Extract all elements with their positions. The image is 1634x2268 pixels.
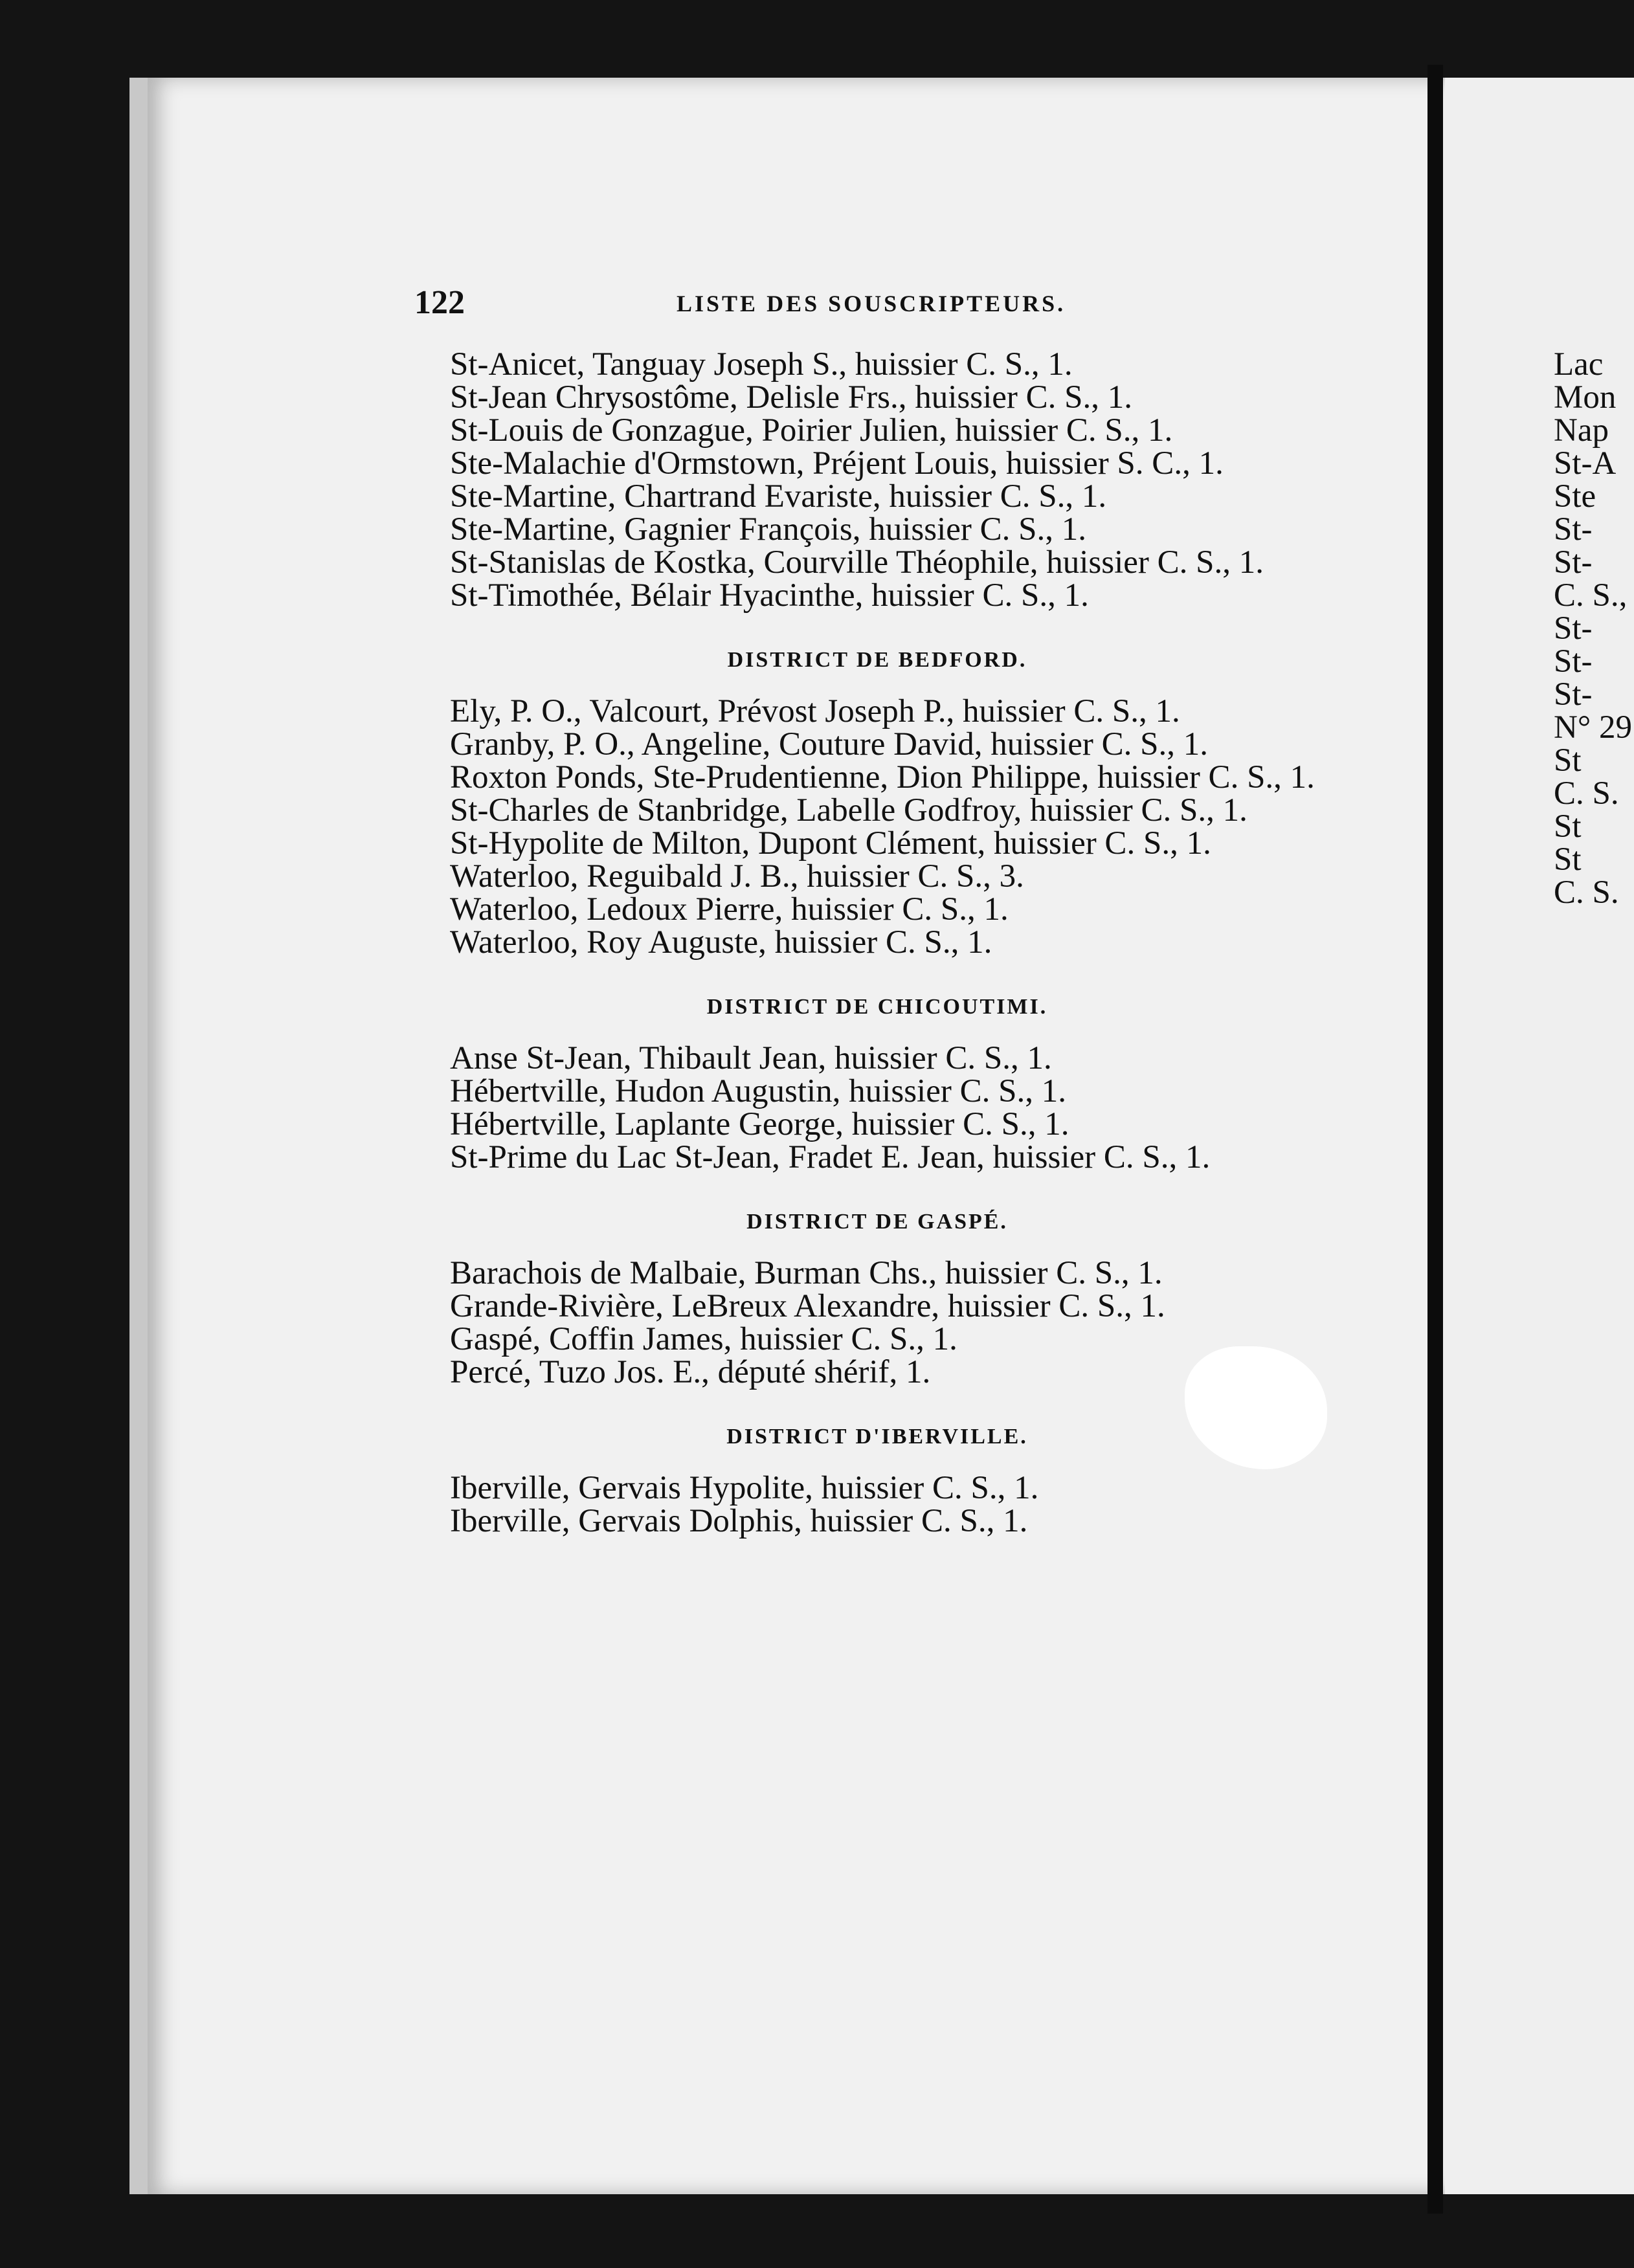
list-item: Hébertville, Hudon Augustin, huissier C. S., 1.	[450, 1073, 1066, 1109]
fragment: Mon	[1554, 379, 1617, 416]
fragment: C. S.	[1554, 874, 1619, 911]
section-title: DISTRICT DE BEDFORD.	[727, 648, 1027, 672]
list-item: Percé, Tuzo Jos. E., député shérif, 1.	[450, 1354, 931, 1390]
fragment: St	[1554, 742, 1582, 779]
fragment: C. S.	[1554, 775, 1619, 812]
list-item: Iberville, Gervais Dolphis, huissier C. S., 1.	[450, 1503, 1028, 1539]
list-item: St-Timothée, Bélair Hyacinthe, huissier C. S., 1.	[450, 577, 1089, 614]
list-item: Iberville, Gervais Hypolite, huissier C. S., 1.	[450, 1470, 1039, 1506]
section-title: DISTRICT DE GASPÉ.	[746, 1210, 1008, 1234]
page-number: 122	[414, 284, 465, 321]
list-item: Granby, P. O., Angeline, Couture David, huissier C. S., 1.	[450, 726, 1209, 762]
fragment: St-	[1554, 676, 1593, 713]
list-item: Hébertville, Laplante George, huissier C. S., 1.	[450, 1106, 1069, 1142]
fragment: Ste	[1554, 478, 1596, 515]
fragment: St-A	[1554, 445, 1617, 482]
list-item: Ste-Martine, Chartrand Evariste, huissier C. S., 1.	[450, 478, 1107, 515]
list-item: Waterloo, Reguibald J. B., huissier C. S., 3.	[450, 858, 1024, 895]
intro-entries	[414, 348, 1340, 612]
list-item: St-Stanislas de Kostka, Courville Théophile, huissier C. S., 1.	[450, 544, 1264, 581]
list-item: Barachois de Malbaie, Burman Chs., huissier C. S., 1.	[450, 1255, 1163, 1291]
list-item: Roxton Ponds, Ste-Prudentienne, Dion Philippe, huissier C. S., 1.	[450, 759, 1315, 795]
list-item: Ste-Martine, Gagnier François, huissier C. S., 1.	[450, 511, 1087, 548]
fragment: N° 29	[1554, 709, 1632, 746]
fragment: C. S.,	[1554, 577, 1628, 614]
list-item: St-Louis de Gonzague, Poirier Julien, huissier C. S., 1.	[450, 412, 1173, 449]
fragment: St-	[1554, 643, 1593, 680]
list-item: Waterloo, Roy Auguste, huissier C. S., 1.	[450, 924, 992, 961]
section-title: DISTRICT DE CHICOUTIMI.	[706, 995, 1048, 1019]
fragment: St-	[1554, 544, 1593, 581]
list-item: Ste-Malachie d'Ormstown, Préjent Louis, huissier S. C., 1.	[450, 445, 1224, 482]
fragment: Nap	[1554, 412, 1609, 449]
fragment: Lac	[1554, 346, 1604, 383]
running-head: LISTE DES SOUSCRIPTEURS.	[677, 291, 1066, 317]
section-chicoutimi	[414, 994, 1340, 1174]
list-item: Anse St-Jean, Thibault Jean, huissier C. S., 1.	[450, 1040, 1052, 1076]
list-item: St-Jean Chrysostôme, Delisle Frs., huissier C. S., 1.	[450, 379, 1132, 416]
list-item: Waterloo, Ledoux Pierre, huissier C. S., 1.	[450, 891, 1009, 928]
fragment: St	[1554, 841, 1582, 878]
fragment: St-	[1554, 511, 1593, 548]
fragment: St	[1554, 808, 1582, 845]
list-item: St-Hypolite de Milton, Dupont Clément, huissier C. S., 1.	[450, 825, 1211, 862]
list-item: Gaspé, Coffin James, huissier C. S., 1.	[450, 1321, 957, 1357]
section-title: DISTRICT D'IBERVILLE.	[726, 1425, 1028, 1449]
facing-page-text	[1554, 348, 1632, 909]
list-item: Grande-Rivière, LeBreux Alexandre, huissier C. S., 1.	[450, 1288, 1165, 1324]
book-gutter	[1427, 65, 1443, 2214]
fragment: St-	[1554, 610, 1593, 647]
page-header	[414, 284, 1340, 322]
list-item: St-Charles de Stanbridge, Labelle Godfroy, huissier C. S., 1.	[450, 792, 1248, 828]
section-bedford	[414, 647, 1340, 959]
list-item: St-Anicet, Tanguay Joseph S., huissier C. S., 1.	[450, 346, 1073, 383]
list-item: Ely, P. O., Valcourt, Prévost Joseph P., huissier C. S., 1.	[450, 693, 1180, 729]
list-item: St-Prime du Lac St-Jean, Fradet E. Jean, huissier C. S., 1.	[450, 1139, 1211, 1175]
